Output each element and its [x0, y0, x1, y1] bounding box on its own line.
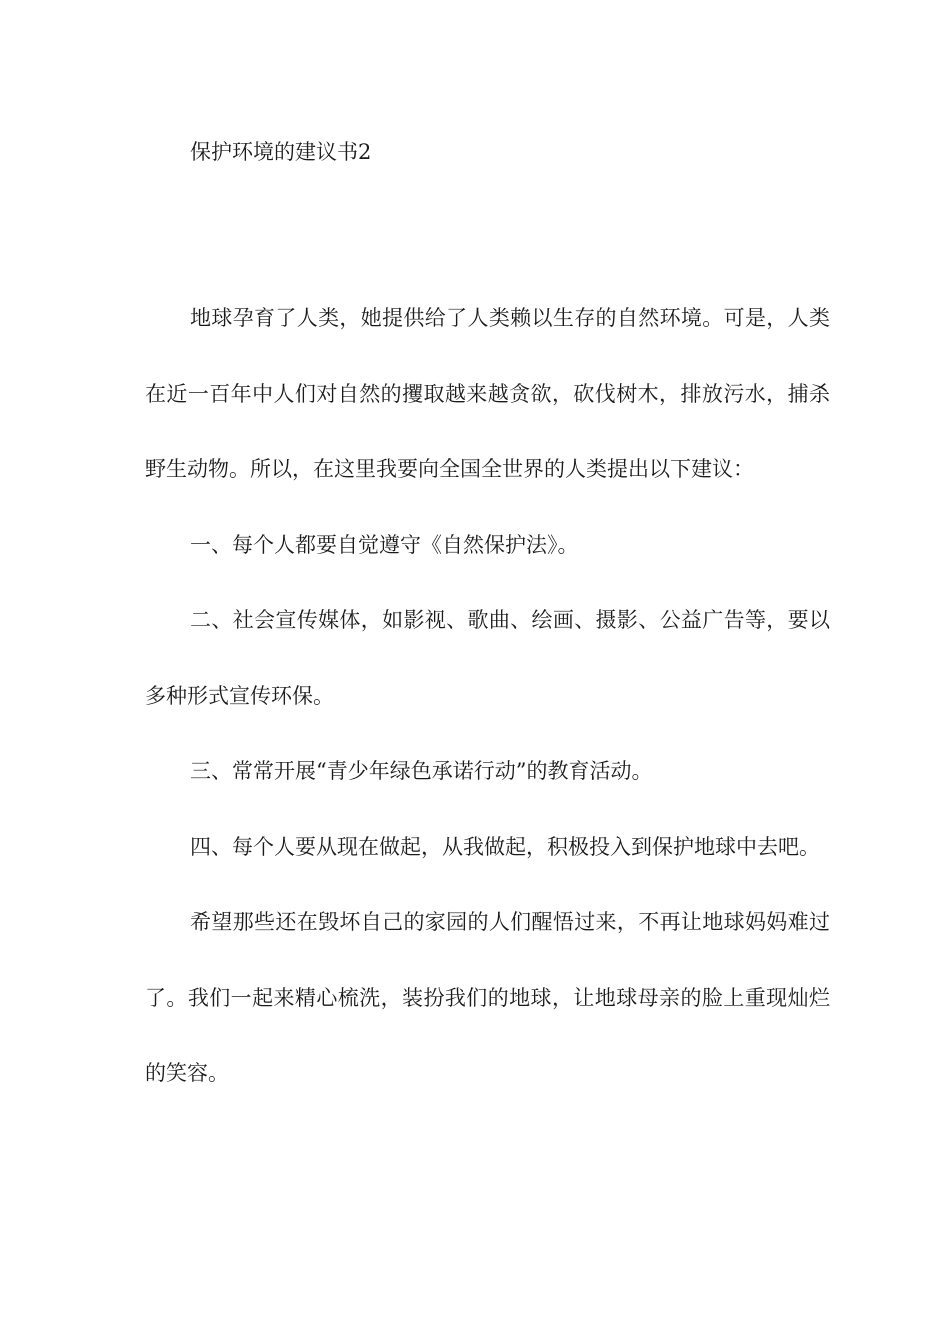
paragraph-closing: 希望那些还在毁坏自己的家园的人们醒悟过来，不再让地球妈妈难过了。我们一起来精心梳洗，装扮我们的地球，让地球母亲的脸上重现灿烂的笑容。	[145, 910, 830, 1085]
paragraph-suggestion-2: 二、社会宣传媒体，如影视、歌曲、绘画、摄影、公益广告等，要以多种形式宣传环保。	[145, 608, 830, 708]
paragraph-suggestion-3: 三、常常开展“青少年绿色承诺行动”的教育活动。	[190, 759, 653, 783]
paragraph-suggestion-4: 四、每个人要从现在做起，从我做起，积极投入到保护地球中去吧。	[190, 834, 820, 859]
paragraph-suggestion-1: 一、每个人都要自觉遵守《自然保护法》。	[190, 532, 579, 557]
paragraph-intro: 地球孕育了人类，她提供给了人类赖以生存的自然环境。可是，人类在近一百年中人们对自然的攫取越来越贪欲，砍伐树木，排放污水，捕杀野生动物。所以，在这里我要向全国全世界的人类提出以下建议：	[145, 306, 830, 481]
document-body	[145, 281, 830, 1112]
document-title: 保护环境的建议书2	[190, 140, 372, 164]
